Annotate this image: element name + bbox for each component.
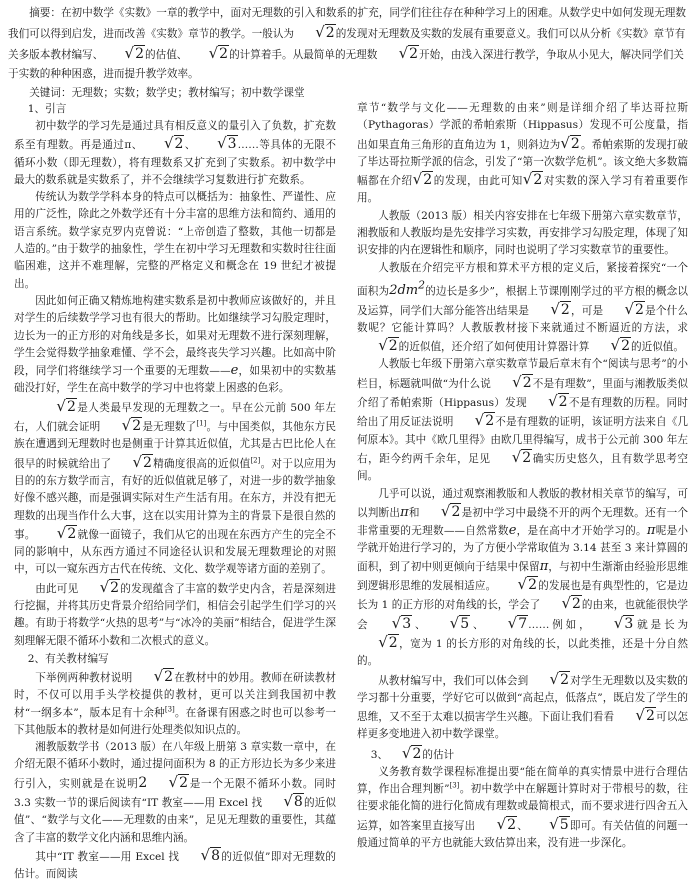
text-run: 的近似值。 xyxy=(631,341,684,354)
text-run: 就是长为 xyxy=(634,618,689,631)
text-run: 可以怎样更多变地进入初中数学课堂。 xyxy=(357,711,689,741)
text-run: 的计算着手。从最简单的无理数 xyxy=(229,49,378,61)
sqrt-2-symbol: √2 xyxy=(522,170,543,189)
section-heading-estimation: 3、 √2的估计 xyxy=(370,743,455,762)
paragraph xyxy=(14,668,336,739)
sqrt-2-symbol: √2 xyxy=(153,666,174,685)
text-run: 是人类最早发现的无理数之一。早在公元前 500 年左右，人们就会证明 xyxy=(14,401,336,434)
text-run: 几乎可以说，通过观察湘教版和人教版的教材相关章节的编写，可以判断出 xyxy=(357,487,688,519)
left-column xyxy=(14,100,336,883)
text-run: 人教版在介绍完平方根和算术平方根的定义后，紧接着探究“一个面积为 xyxy=(357,261,688,298)
text-run: 、 xyxy=(517,819,528,832)
sqrt-2-symbol: √2 xyxy=(398,44,419,62)
sqrt-2-symbol: √2 xyxy=(412,170,433,189)
sqrt-2-symbol: √2 xyxy=(401,743,422,762)
text-run: ……等具体的无限不循环小数（即无理数），将有理数系又扩充到了实数系。初中数学中最大的数系就是实数系了，并不会继续学习复数进行扩充数系。 xyxy=(14,139,337,186)
paragraph: 传统认为数学学科本身的特点可以概括为：抽象性、严谨性、应用的广泛性，除此之外数学还有十分丰富的思维方法和简约、通用的语言系统。数学家克罗内克曾说：“上帝创造了整数，其他一切都是人造的。”由于数学的抽象性，学生在初中学习无理数和实数时往往面临困难，这并不难理解，完整的严格定义和概念在 19 世纪才被提出。 xyxy=(14,191,336,290)
sqrt-2-symbol: √2 xyxy=(496,814,517,833)
sqrt-5-symbol: √5 xyxy=(449,613,470,632)
text-run: ，是在高中才开始学习的。 xyxy=(516,525,647,538)
section-heading-introduction: 1、引言 xyxy=(27,103,67,115)
text-run: ，如果初中的实数基础没打好，学生在高中数学的学习中也将蒙上困惑的色彩。 xyxy=(14,365,336,395)
paragraph xyxy=(14,293,336,398)
sqrt-2-symbol: √2 xyxy=(440,501,461,520)
text-run: 的发现蕴含了丰富的数学史内含，若是深刻进行挖掘，并将其历史背景介绍给同学们，相信会引起学生们学习的兴趣。有助于将数学“火热的思考”与“冰冷的美丽”相结合，促进学生深刻理解无限不循环小数和二次根式的意义。 xyxy=(14,582,337,647)
text-run: 、 xyxy=(184,139,196,152)
sqrt-3-symbol: √3 xyxy=(613,613,634,632)
sqrt-2-symbol: √2 xyxy=(56,396,76,415)
paragraph xyxy=(14,739,336,847)
sqrt-2-symbol: √2 xyxy=(315,23,335,41)
text-run: 对实数的深入学习有着重要作用。 xyxy=(357,175,689,205)
text-run: ，宽为 1 的长方形的对角线的长，以此类推，还是十分自然的。 xyxy=(357,637,688,668)
paragraph xyxy=(357,764,688,852)
section-heading-textbooks: 2、有关教材编写 xyxy=(27,652,109,665)
citation-ref[interactable]: [3] xyxy=(449,781,460,790)
text-run: 是初中学习中最绕不开的两个无理数。还有一个非常重要的无理数——自然常数 xyxy=(357,506,689,538)
text-run: 人教版七年级下册第六章实数章节最后章末有个“阅读与思考”的小栏目，标题就叫做“为什么说 xyxy=(357,358,688,390)
text-run: 其中“IT 教室——用 Excel 找 xyxy=(35,850,180,863)
abstract-text xyxy=(8,4,692,84)
paragraph xyxy=(357,671,688,744)
sqrt-2-symbol: √2 xyxy=(512,372,532,391)
text-run: 。希帕索斯的发现打破了毕达哥拉斯学派的信念，引发了“第一次数学危机”。该文绝大多数篇幅都在介绍 xyxy=(357,138,689,188)
sqrt-2-symbol: √2 xyxy=(517,575,537,594)
paragraph xyxy=(14,398,336,579)
text-run: 即可。有关估值的问题一般通过简单的平方也就能大致估算出来，没有进一步深化。 xyxy=(357,819,689,849)
sqrt-2-symbol: √2 xyxy=(378,336,398,355)
sqrt-2-symbol: √2 xyxy=(561,594,581,613)
text-run: 的近似值”、“数学与文化——无理数的由来”，足见无理数的重要性，其蕴含了丰富的数学文化内涵和思维内涵。 xyxy=(14,796,337,844)
text-run: 的发展也是有典型性的，它是边长为 1 的正方形的对角线的长，学会了 xyxy=(357,580,689,612)
text-run: 。对于以应用为目的的东方数学而言，有好的近似值就足够了，对进一步的数学抽象好像不感兴趣，而是强调实际对生产生活有用。在东方，并没有把无理数的出现当作什么大事，这在以实用计算为主的背景下是很自然的事。 xyxy=(14,457,337,541)
area-expression: $2dm^2$ xyxy=(389,278,425,299)
text-run: 章节“数学与文化——无理数的由来”则是详细介绍了毕达哥拉斯（Pythagoras）学派的希帕索斯（Hippasus）发现不可公度量，指出如果直角三角形的直角边为 1，则斜边为 xyxy=(357,102,688,151)
paragraph xyxy=(14,118,336,189)
text-run: 的发现对无理数及实数的发展有重要意义。我们可以从分析《实数》章节有关多版本教材编写、 xyxy=(8,28,686,61)
sqrt-2-symbol: √2 xyxy=(635,706,655,725)
paragraph xyxy=(357,356,688,485)
text-run: 、 xyxy=(412,618,429,631)
e-symbol: e xyxy=(230,363,239,379)
sqrt-2-symbol: √2 xyxy=(560,133,580,152)
text-run: 。初中数学中在解题计算时对于带根号的数，往往要求能化简的进行化简成有理数或最简根式，而不要求进行四舍五入运算，如答案里直接写出 xyxy=(357,783,688,832)
sqrt-2-symbol: √2 xyxy=(378,632,398,651)
text-run: 的估值、 xyxy=(145,49,188,61)
text-run: 精确度很高的近似值 xyxy=(152,457,251,470)
text-run: 不是有理数”，里面与湘教版类似介绍了希帕索斯（Hippasus）发现 xyxy=(357,377,689,410)
sqrt-2-symbol: √2 xyxy=(511,447,532,466)
text-run: 是无理数了 xyxy=(142,421,197,434)
text-run: 由此可见 xyxy=(35,582,79,595)
e-symbol: e xyxy=(508,523,517,539)
text-run: 不是有理数的历程。同时给出了用反证法说明 xyxy=(357,397,689,429)
pi-symbol: π xyxy=(400,504,409,520)
sqrt-2-symbol: √2 xyxy=(624,299,644,318)
abstract-label: 摘要： xyxy=(29,7,61,19)
text-run: 不是有理数的证明，该证明方法来自《几何原本》。其中《欧几里得》由欧几里得编写，成书于公元前 300 年左右，距今约两千余年，足见 xyxy=(357,416,689,465)
text-run: 对学生无理数以及实数的学习都十分重要，学好它可以做到“高起点，低落点”，既启发了学生的思维，又不至于太难以损害学生兴趣。下面让我们看看 xyxy=(357,674,689,724)
sqrt-8-symbol: √8 xyxy=(200,845,220,864)
paragraph: 人教版（2013 版）相关内容安排在七年级下册第六章实数章节，湘教版和人教版均是先安排学习实数，再安排学习勾股定理，体现了知识安排的内在逻辑性和顺序，同时也说明了学习实数章节的重要性。 xyxy=(357,209,688,257)
citation-ref[interactable]: [3] xyxy=(164,704,175,713)
text-run: 在初中数学《实数》一章的教学中，面对无理数的引入和数系的扩充，同学们往往存在种种学习上的困难。从数学史中如何发现无理数我们可以得到启发，进而改善《实数》章节的教学。一般认为 xyxy=(8,7,686,40)
coefficient: 2 xyxy=(138,774,148,791)
sqrt-2-symbol: √2 xyxy=(610,336,631,355)
text-run: 的近似值，还介绍了如何使用计算器计算 xyxy=(398,341,590,354)
text-run: ……例如， xyxy=(528,618,593,631)
sqrt-2-symbol: √2 xyxy=(121,416,142,435)
sqrt-2-symbol: √2 xyxy=(549,669,570,688)
sqrt-2-symbol: √2 xyxy=(474,411,495,430)
sqrt-2-symbol: √2 xyxy=(163,134,184,153)
sqrt-7-symbol: √7 xyxy=(507,613,528,632)
text-run: 的发现，由此可知 xyxy=(433,175,523,188)
text-run: 的近似值”即对无理数的估计。而阅读 xyxy=(14,850,336,881)
sqrt-2-symbol: √2 xyxy=(56,523,77,542)
sqrt-3-symbol: √3 xyxy=(391,613,412,632)
sqrt-2-symbol: √2 xyxy=(208,44,229,62)
right-column xyxy=(357,100,688,852)
sqrt-3-symbol: √3 xyxy=(217,134,237,153)
text-run: 下举例两种教材说明 xyxy=(35,671,133,684)
paragraph xyxy=(14,579,336,650)
text-run: 因此如何正确又精炼地构建实数系是初中教师应该做好的，并且对学生的后续数学学习也有很大的帮助。比如继续学习勾股定理时，边长为一的正方形的对角线是多长，如果对无理数不进行深刻理解，学生会觉得数学抽象难懂、学不会，最终丧失学习兴趣。比如高中阶段，同学们将继续学习一个重要的无理数—— xyxy=(14,294,336,378)
paragraph xyxy=(357,260,688,357)
text-run: 。与中国类似，其他东方民族在遭遇到无理数时也是侧重于计算其近似值，尤其是古巴比伦人在很早的时候就给出了 xyxy=(14,421,337,470)
text-run: 的边长是多少”，根据上节课刚刚学过的平方根的概念以及运算，同学们大部分能答出结果是 xyxy=(357,285,688,317)
text-run: 是一个无限不循环小数。同时 3.3 实数一节的课后阅读有“IT 教室——用 Excel 找 xyxy=(14,777,337,809)
text-run: 开始，由浅入深进行教学，争取从小见大，解决同学们关于实数的种种困惑，进而提升教学效率。 xyxy=(8,49,684,80)
text-run: 义务教育数学课程标准提出要“能在简单的真实情景中进行合理估算，作出合理判断” xyxy=(357,765,688,796)
text-run: ，可是 xyxy=(570,304,604,317)
text-run: 呢是小学就开始进行学习的，为了方便小学常取值为 3.14 甚至 3 来计算圆的面积，到了初中则更倾向于结果中保留 xyxy=(357,525,688,573)
sqrt-2-symbol: √2 xyxy=(124,44,145,62)
paragraph xyxy=(357,100,688,208)
text-run: 湘教版数学书（2013 版）在八年级上册第 3 章实数一章中，在介绍无限不循环小数时，通过提问面积为 8 的正方形边长为多少来进行引入，实则就是在说明 xyxy=(14,741,336,790)
text-run: 就像一面镜子，我们从它的出现在东西方产生的完全不同的影响中，从东西方通过不同途径认识和发展无理数理论的对照中，可以一窥东西方古代在传统、文化、数学观等诸方面的差别了。 xyxy=(14,528,337,576)
text-run: 和 xyxy=(408,506,420,519)
text-run: 、 xyxy=(470,618,487,631)
pi-symbol: π xyxy=(539,558,549,574)
sqrt-2-symbol: √2 xyxy=(550,299,570,318)
sqrt-5-symbol: √5 xyxy=(549,814,569,833)
sqrt-8-symbol: √8 xyxy=(283,791,303,810)
keywords: 关键词：无理数；实数；数学史；教材编写；初中数学课堂 xyxy=(29,87,305,99)
sqrt-2-symbol: √2 xyxy=(99,577,120,596)
pi-symbol: π xyxy=(646,523,656,539)
text-run: 是个什么数呢？它能计算吗？人教版教材接下来就通过不断逼近的方法，求 xyxy=(357,304,689,334)
text-run: ，与初中生渐渐由经验形思维到逻辑形思维的发展相适应。 xyxy=(357,560,689,593)
sqrt-2-symbol: √2 xyxy=(548,392,568,411)
text-run: 确实历史悠久，且有数学思考空间。 xyxy=(357,452,689,483)
text-run: 在教材中的妙用。教师在研读教材时，不仅可以用手头学校提供的教材，更可以关注到我国初中教材“一纲多本”，版本足有十余种 xyxy=(14,671,337,719)
sqrt-2-symbol: √2 xyxy=(132,452,152,471)
abstract-section xyxy=(8,4,692,103)
text-run: 的由来，也就能很快学会 xyxy=(357,599,689,631)
text-run: 初中数学的学习先是通过具有相反意义的量引入了负数，扩充数系至有理数。再是通过π、 xyxy=(14,120,336,152)
citation-ref[interactable]: [1] xyxy=(196,419,207,428)
paragraph xyxy=(357,486,688,671)
text-run: 从教材编写中，我们可以体会到 xyxy=(378,674,529,687)
text-run: 。在备课有困惑之时也可以参考一下其他版本的教材是如何进行处理类似知识点的。 xyxy=(14,706,336,736)
citation-ref[interactable]: [2] xyxy=(250,456,261,465)
paragraph xyxy=(14,847,336,883)
sqrt-2-symbol: √2 xyxy=(168,772,188,791)
